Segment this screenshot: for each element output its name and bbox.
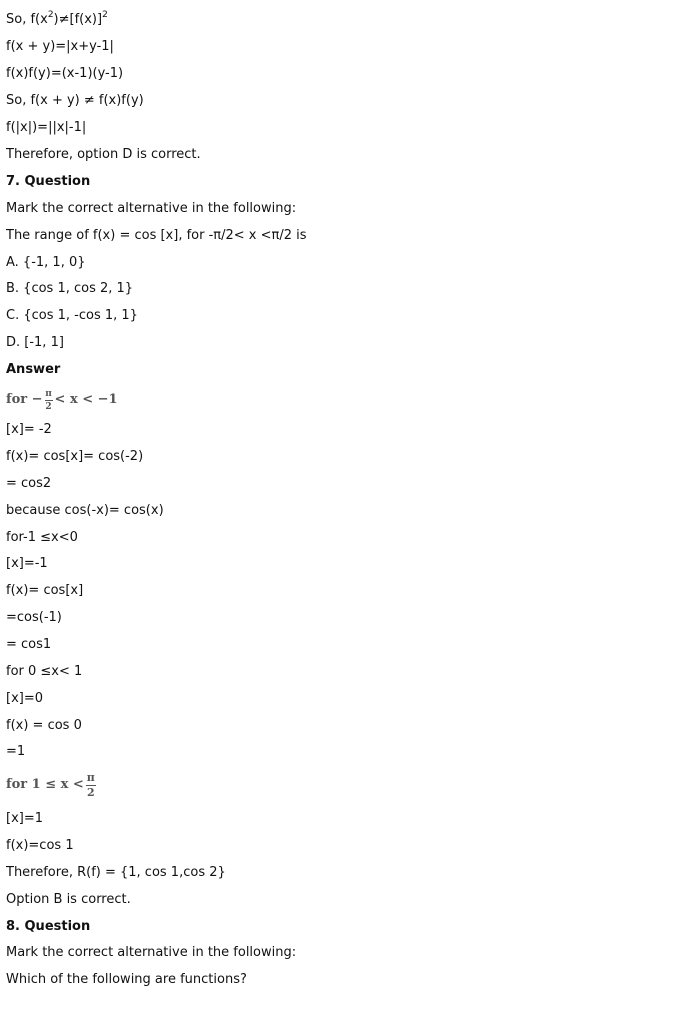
question-text: Which of the following are functions?: [6, 972, 247, 987]
answer-line: [x]=0: [6, 691, 44, 706]
fraction-denominator: 2: [86, 785, 95, 799]
option-b: B. {cos 1, cos 2, 1}: [6, 281, 134, 296]
equation-line: f(|x|)=||x|-1|: [6, 120, 87, 135]
answer-line: = cos1: [6, 637, 52, 652]
conclusion-line: Option B is correct.: [6, 892, 131, 907]
answer-line: because cos(-x)= cos(x): [6, 503, 164, 518]
answer-line: f(x)= cos[x]= cos(-2): [6, 449, 144, 464]
eq-text: So, f(x: [6, 12, 48, 27]
answer-line: for-1 ≤x<0: [6, 530, 78, 545]
answer-line: =1: [6, 744, 26, 759]
answer-line: f(x)= cos[x]: [6, 583, 84, 598]
answer-line: Therefore, R(f) = {1, cos 1,cos 2}: [6, 865, 226, 880]
question-heading: 8. Question: [6, 919, 91, 934]
answer-line: f(x) = cos 0: [6, 718, 82, 733]
eq-text: )≠[f(x)]: [53, 12, 103, 27]
superscript: 2: [47, 10, 54, 20]
math-text: for 1 ≤ x <: [6, 777, 84, 792]
answer-line: =cos(-1): [6, 610, 62, 625]
math-image: [6, 768, 98, 802]
equation-line: So, f(x + y) ≠ f(x)f(y): [6, 93, 144, 108]
fraction-numerator: π: [86, 770, 95, 784]
equation-line: f(x + y)=|x+y-1|: [6, 39, 114, 54]
option-a: A. {-1, 1, 0}: [6, 255, 86, 270]
answer-line: [x]=1: [6, 811, 44, 826]
fraction: [86, 772, 96, 799]
math-expression-1: [6, 387, 118, 413]
math-expression-2: [6, 768, 98, 802]
math-text: for −: [6, 392, 43, 407]
superscript: 2: [102, 10, 108, 20]
fraction-numerator: π: [45, 388, 52, 399]
option-c: C. {cos 1, -cos 1, 1}: [6, 308, 138, 323]
answer-heading: Answer: [6, 362, 61, 377]
fraction-denominator: 2: [45, 401, 52, 412]
math-image: [6, 387, 118, 413]
option-d: D. [-1, 1]: [6, 335, 64, 350]
conclusion-line: Therefore, option D is correct.: [6, 147, 201, 162]
fraction-bar: [45, 400, 53, 401]
math-text: < x < −1: [54, 392, 118, 407]
answer-line: for 0 ≤x< 1: [6, 664, 83, 679]
answer-line: [x]=-1: [6, 556, 48, 571]
question-instruction: Mark the correct alternative in the following:: [6, 945, 297, 960]
question-heading: 7. Question: [6, 174, 91, 189]
answer-line: = cos2: [6, 476, 52, 491]
answer-line: [x]= -2: [6, 422, 52, 437]
question-instruction: Mark the correct alternative in the following:: [6, 201, 297, 216]
equation-line: f(x)f(y)=(x-1)(y-1): [6, 66, 124, 81]
fraction: [45, 389, 53, 412]
question-text: The range of f(x) = cos [x], for -π/2< x <π/2 is: [6, 228, 307, 243]
equation-line: [6, 12, 108, 28]
answer-line: f(x)=cos 1: [6, 838, 74, 853]
